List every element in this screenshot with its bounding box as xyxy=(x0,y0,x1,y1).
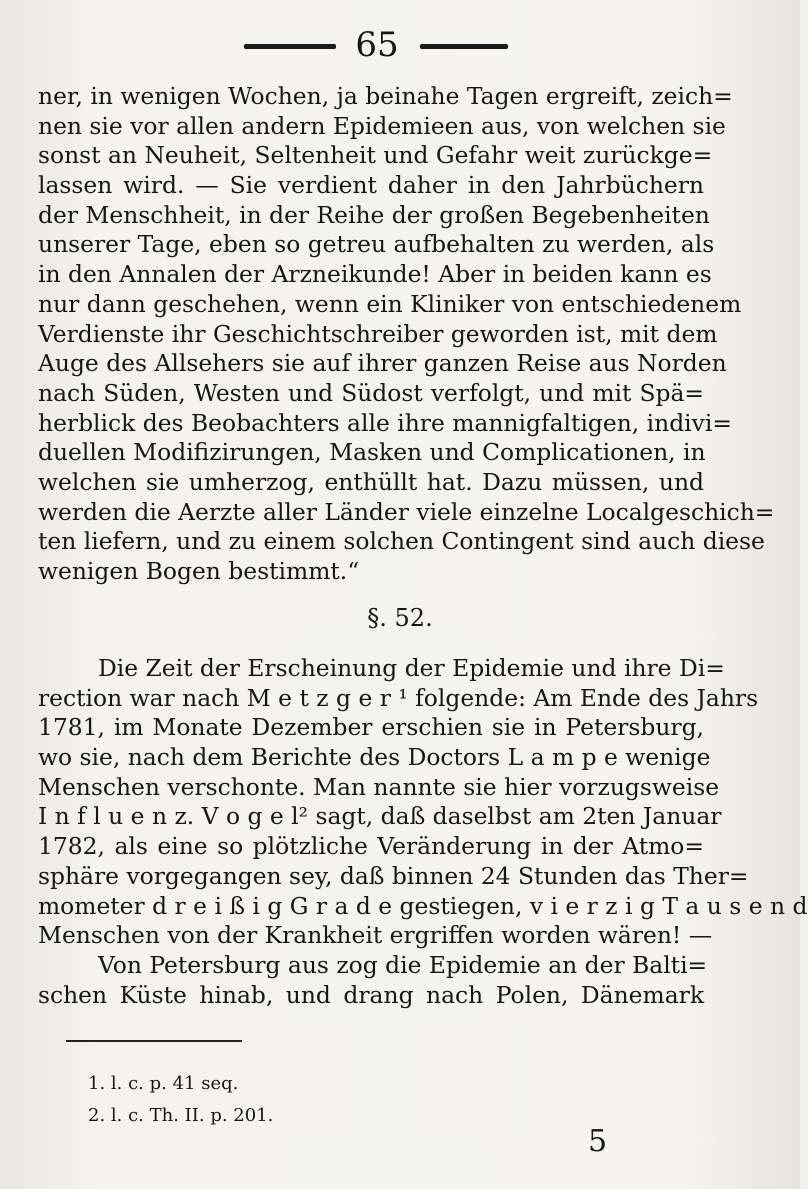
text-line: rection war nach M e t z g e r ¹ folgende: Am Ende des Jahrs xyxy=(38,683,759,712)
text-line: lassen wird. — Sie verdient daher in den Jahrbüchern xyxy=(38,171,704,200)
text-line: ner, in wenigen Wochen, ja beinahe Tagen ergreift, zeich= xyxy=(38,82,733,110)
text-line: in den Annalen der Arzneikunde! Aber in beiden kann es xyxy=(38,260,712,289)
text-line: herblick des Beobachters alle ihre mannigfaltigen, indivi= xyxy=(38,408,732,437)
text-line: wenigen Bogen bestimmt.“ xyxy=(38,557,360,585)
text-line: schen Küste hinab, und drang nach Polen, Dänemark xyxy=(38,980,704,1009)
section-body xyxy=(38,654,808,1010)
text-line: werden die Aerzte aller Länder viele einzelne Localgeschich= xyxy=(38,497,775,526)
text-line: 1782, als eine so plötzliche Veränderung in der Atmo= xyxy=(38,832,704,861)
text-line: wo sie, nach dem Berichte des Doctors L a m p e wenige xyxy=(38,743,711,772)
header-rule-left xyxy=(244,44,336,49)
text-line: Auge des Allsehers sie auf ihrer ganzen Reise aus Norden xyxy=(38,349,727,378)
page-header xyxy=(0,22,800,72)
text-line: I n f l u e n z. V o g e l² sagt, daß daselbst am 2ten Januar xyxy=(38,802,722,831)
text-line: 1781, im Monate Dezember erschien sie in Petersburg, xyxy=(38,713,704,742)
body-text-continued xyxy=(38,82,775,587)
text-line: nach Süden, Westen und Südost verfolgt, und mit Spä= xyxy=(38,378,704,407)
footnote-rule xyxy=(66,1040,242,1042)
text-line: sphäre vorgegangen sey, daß binnen 24 Stunden das Ther= xyxy=(38,861,749,890)
section-heading: §. 52. xyxy=(367,604,433,632)
text-line: Die Zeit der Erscheinung der Epidemie und ihre Di= xyxy=(98,654,725,682)
header-rule-right xyxy=(420,44,508,49)
footnote-2: 2. l. c. Th. II. p. 201. xyxy=(88,1105,274,1126)
page-number: 65 xyxy=(355,25,399,65)
text-line: mometer d r e i ß i g G r a d e gestiegen, v i e r z i g T a u s e n d xyxy=(38,891,808,920)
text-line: nen sie vor allen andern Epidemieen aus, von welchen sie xyxy=(38,111,726,140)
text-line: unserer Tage, eben so getreu aufbehalten zu werden, als xyxy=(38,230,715,259)
text-line: Menschen von der Krankheit ergriffen worden wären! — xyxy=(38,921,713,950)
text-line: Menschen verschonte. Man nannte sie hier vorzugsweise xyxy=(38,772,720,801)
text-line: duellen Modifizirungen, Masken und Complicationen, in xyxy=(38,438,706,467)
text-line: nur dann geschehen, wenn ein Kliniker von entschiedenem xyxy=(38,289,742,318)
text-line: der Menschheit, in der Reihe der großen Begebenheiten xyxy=(38,200,710,229)
footnote-1: 1. l. c. p. 41 seq. xyxy=(88,1073,239,1094)
text-line: welchen sie umherzog, enthüllt hat. Dazu müssen, und xyxy=(38,467,704,496)
signature-mark: 5 xyxy=(588,1124,608,1159)
text-line: sonst an Neuheit, Seltenheit und Gefahr weit zurückge= xyxy=(38,141,713,170)
text-line: Von Petersburg aus zog die Epidemie an der Balti= xyxy=(98,950,708,979)
text-line: Verdienste ihr Geschichtschreiber geworden ist, mit dem xyxy=(38,319,718,348)
text-line: ten liefern, und zu einem solchen Contingent sind auch diese xyxy=(38,527,765,556)
